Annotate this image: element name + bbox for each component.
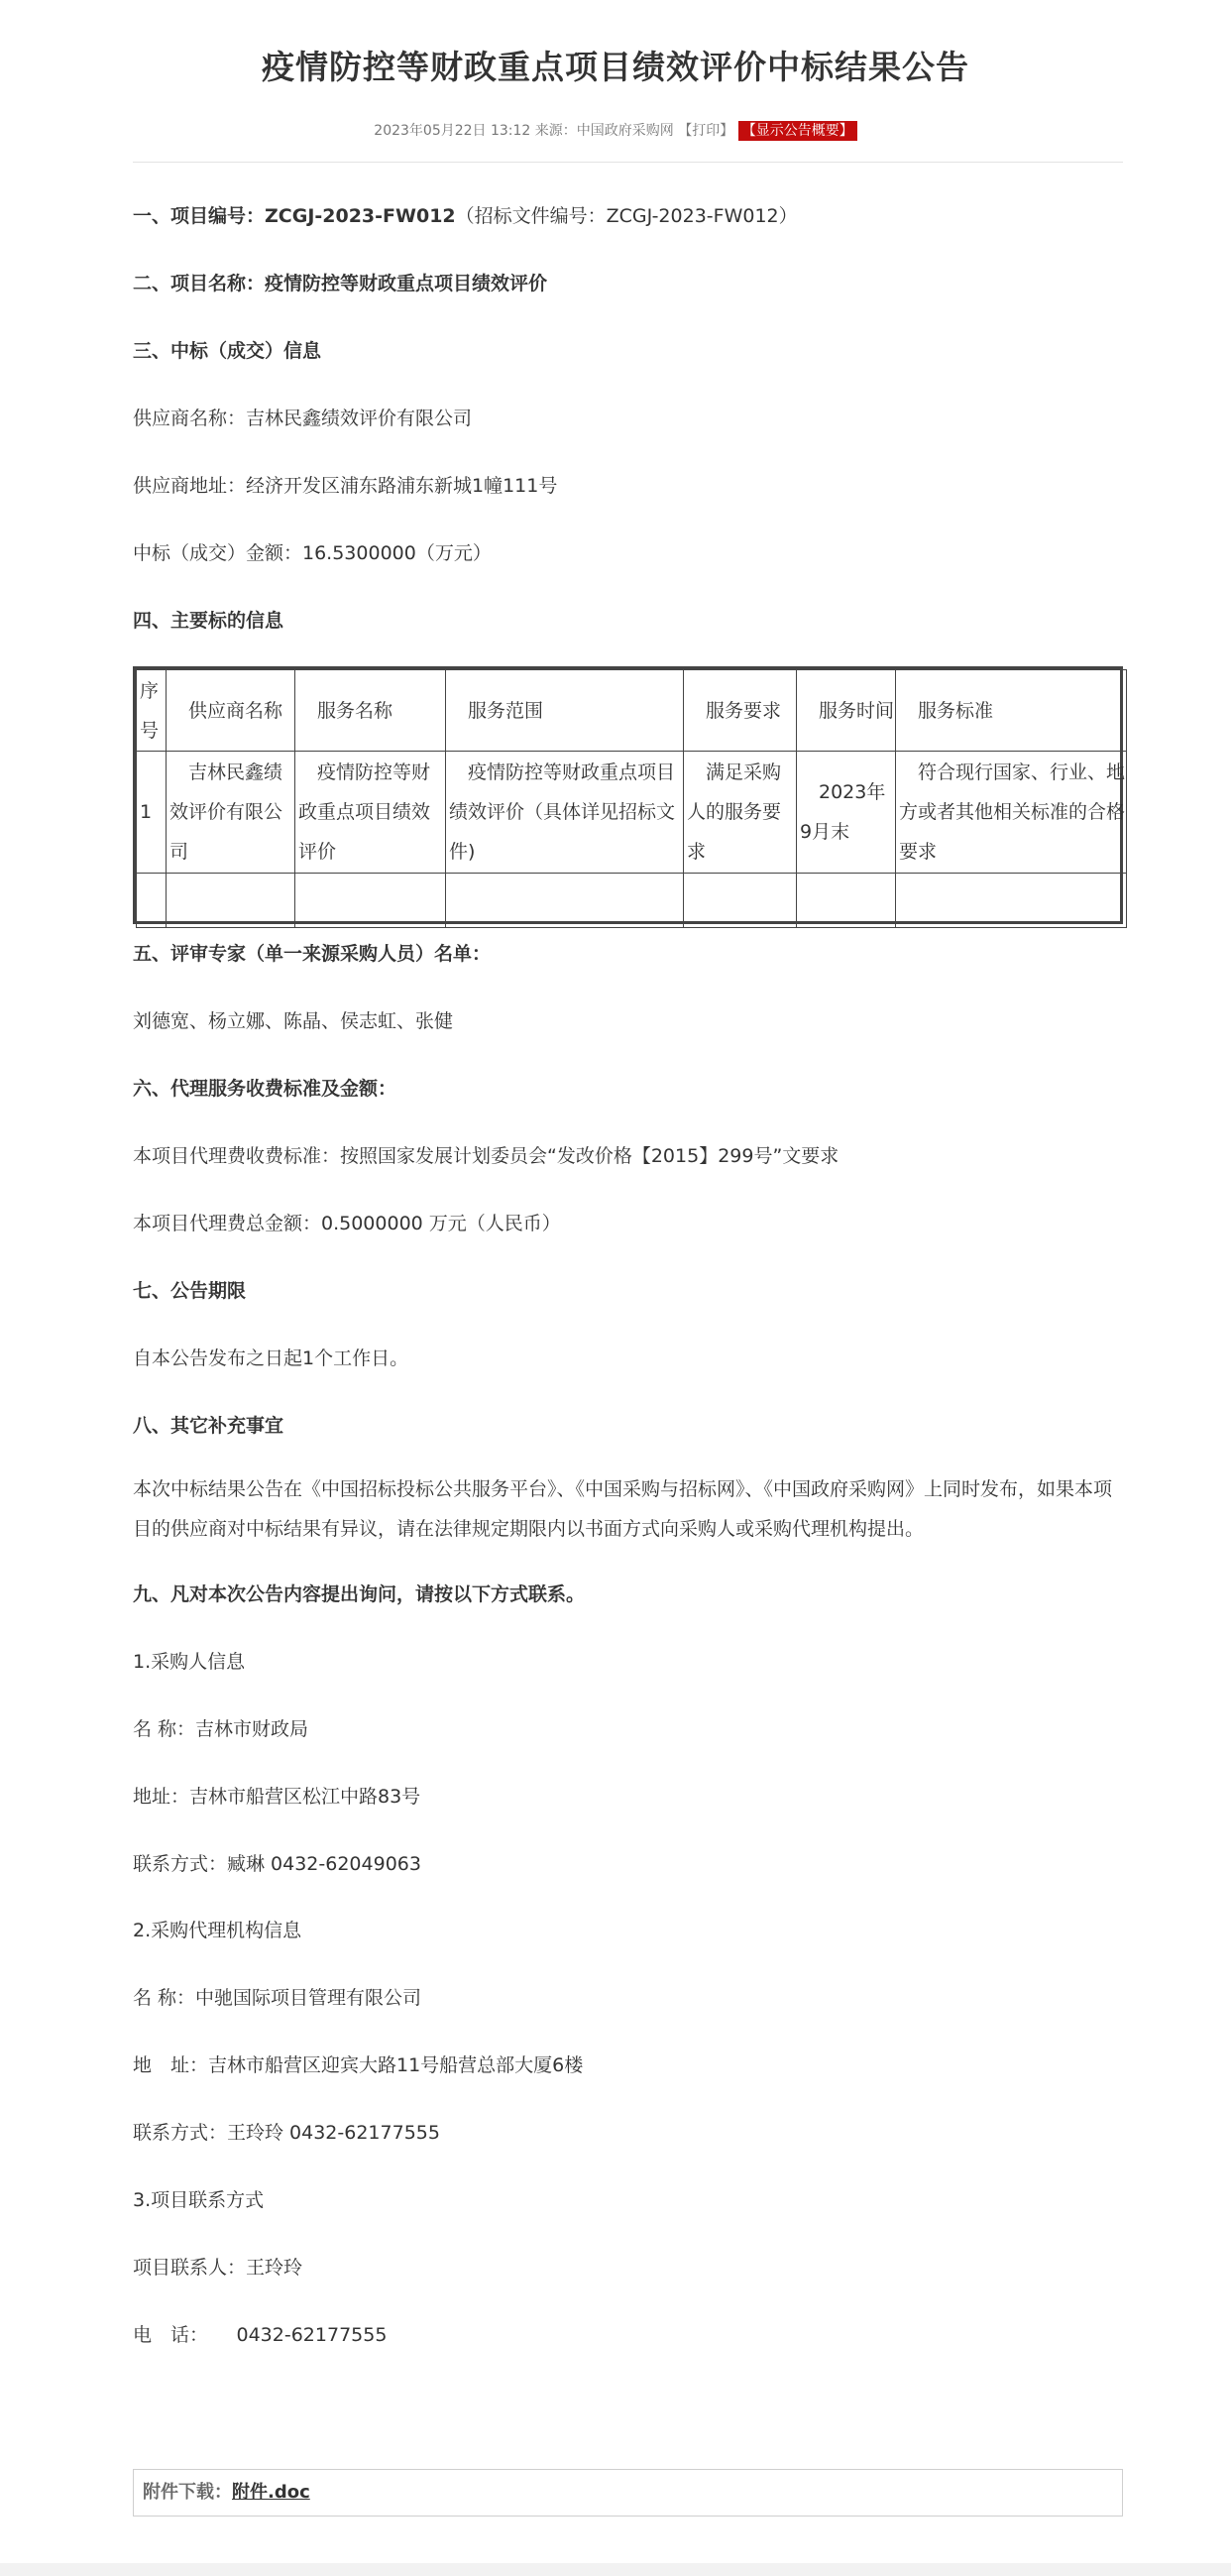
agency-heading: 2.采购代理机构信息	[133, 1920, 302, 1941]
header-cell: 服务标准	[896, 670, 1127, 752]
table-cell: 符合现行国家、行业、地方或者其他相关标准的合格要求	[896, 752, 1127, 874]
page-title: 疫情防控等财政重点项目绩效评价中标结果公告	[262, 48, 969, 86]
project-contact-heading: 3.项目联系方式	[133, 2189, 265, 2211]
section-main-subject: 四、主要标的信息	[133, 610, 284, 632]
award-amount: 中标（成交）金额：16.5300000（万元）	[133, 542, 492, 564]
header-cell: 服务要求	[684, 670, 797, 752]
section-award-info: 三、中标（成交）信息	[133, 340, 322, 362]
buyer-heading: 1.采购人信息	[133, 1651, 246, 1673]
title-divider	[133, 162, 1123, 163]
table-cell: 满足采购人的服务要求	[684, 752, 797, 874]
table-row	[137, 752, 1127, 874]
table-cell: 疫情防控等财政重点项目绩效评价（具体详见招标文件)	[446, 752, 684, 874]
supplement-text: 本次中标结果公告在《中国招标投标公共服务平台》、《中国采购与招标网》、《中国政府采购网》上同时发布，如果本项目的供应商对中标结果有异议，请在法律规定期限内以书面方式向采购人或采购代理机构提出。	[133, 1478, 1113, 1540]
buyer-address: 地址：吉林市船营区松江中路83号	[133, 1786, 421, 1808]
expert-list: 刘德宽、杨立娜、陈晶、侯志虹、张健	[133, 1010, 454, 1032]
agency-contact: 联系方式：王玲玲 0432-62177555	[133, 2122, 440, 2144]
header-cell: 服务名称	[295, 670, 446, 752]
project-contact-person: 项目联系人：王玲玲	[133, 2257, 303, 2279]
table-cell	[137, 874, 167, 928]
agency-address: 地 址：吉林市船营区迎宾大路11号船营总部大厦6楼	[133, 2054, 584, 2076]
section-contact: 九、凡对本次公告内容提出询问，请按以下方式联系。	[133, 1583, 586, 1605]
section-supplement: 八、其它补充事宜	[133, 1415, 284, 1437]
table-cell: 2023年9月末	[797, 752, 896, 874]
project-contact-phone: 电 话： 0432-62177555	[133, 2324, 388, 2346]
source-label: 来源：中国政府采购网	[534, 123, 674, 139]
table-cell: 吉林民鑫绩效评价有限公司	[167, 752, 295, 874]
buyer-contact: 联系方式：臧琳 0432-62049063	[133, 1853, 421, 1875]
buyer-name: 名 称：吉林市财政局	[133, 1718, 309, 1740]
section-experts: 五、评审专家（单一来源采购人员）名单：	[133, 943, 492, 965]
supplier-address: 供应商地址：经济开发区浦东路浦东新城1幢111号	[133, 475, 558, 497]
print-link[interactable]: 【打印】	[678, 123, 734, 139]
table-cell	[896, 874, 1127, 928]
attachment-box	[133, 2469, 1123, 2517]
table-header-row	[137, 670, 1127, 752]
table-cell	[295, 874, 446, 928]
table-cell	[167, 874, 295, 928]
section-notice-period: 七、公告期限	[133, 1280, 247, 1302]
header-cell: 服务时间	[797, 670, 896, 752]
project-number-label: 一、项目编号：ZCGJ-2023-FW012	[133, 205, 456, 227]
section-agency-fee: 六、代理服务收费标准及金额：	[133, 1078, 397, 1100]
subject-table	[133, 666, 1126, 924]
table-cell: 1	[137, 752, 167, 874]
supplier-name: 供应商名称：吉林民鑫绩效评价有限公司	[133, 408, 473, 429]
attachment-download-link[interactable]: 附件.doc	[232, 2482, 310, 2503]
table-cell: 疫情防控等财政重点项目绩效评价	[295, 752, 446, 874]
notice-period: 自本公告发布之日起1个工作日。	[133, 1347, 409, 1369]
table-row-empty	[137, 874, 1127, 928]
tender-doc-number: （招标文件编号：ZCGJ-2023-FW012）	[455, 205, 798, 227]
attachment-label: 附件下载：	[143, 2482, 232, 2503]
table-cell	[446, 874, 684, 928]
show-summary-button[interactable]: 【显示公告概要】	[738, 121, 857, 141]
section-project-name: 二、项目名称：疫情防控等财政重点项目绩效评价	[133, 273, 548, 294]
publish-datetime: 2023年05月22日 13:12	[374, 123, 531, 139]
table-cell	[797, 874, 896, 928]
fee-standard: 本项目代理费收费标准：按照国家发展计划委员会“发改价格【2015】299号”文要求	[133, 1145, 839, 1167]
section-project-number	[133, 196, 1124, 236]
header-cell: 序号	[137, 670, 167, 752]
header-cell: 服务范围	[446, 670, 684, 752]
table-cell	[684, 874, 797, 928]
agency-name: 名 称：中驰国际项目管理有限公司	[133, 1987, 422, 2009]
meta-line	[0, 120, 1231, 141]
fee-total: 本项目代理费总金额：0.5000000 万元（人民币）	[133, 1213, 561, 1234]
header-cell: 供应商名称	[167, 670, 295, 752]
